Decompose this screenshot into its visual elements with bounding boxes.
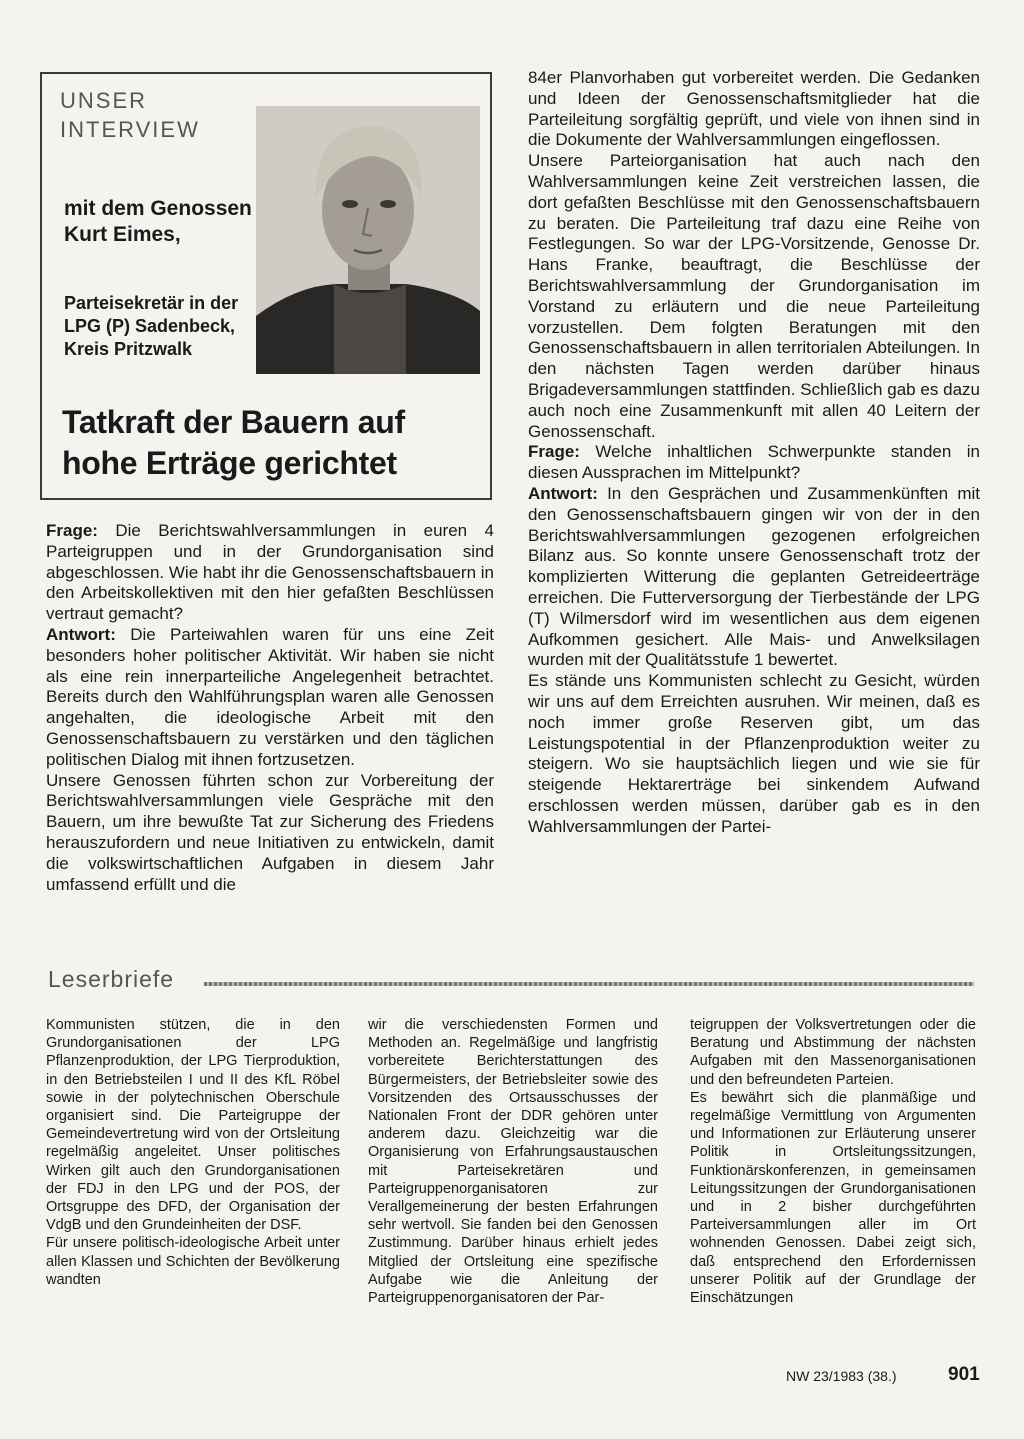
article-column-left <box>46 521 494 895</box>
paragraph <box>528 671 980 837</box>
interview-kicker: UNSER INTERVIEW <box>60 88 200 142</box>
interviewee-photo <box>256 106 480 374</box>
paragraph: Für unsere politisch-ideologische Arbeit unter allen Klassen und Schichten der Bevölkerung wandten <box>46 1235 340 1288</box>
interviewee-position: Parteisekretär in der LPG (P) Sadenbeck, Kreis Pritzwalk <box>64 293 239 359</box>
paragraph <box>46 771 494 896</box>
issue-reference: NW 23/1983 (38.) <box>786 1368 897 1384</box>
paragraph-text: Unsere Genossen führten schon zur Vorbereitung der Berichtswahlversammlungen viele Gespräche mit den Bauern, um ihre bewußte Tat zur Sicherung des Friedens herauszufordern und neue Initiativen zu entwickeln, damit die volkswirtschaftlichen Aufgaben in diesem Jahr umfassend erfüllt und die <box>46 770 494 894</box>
article-column-right <box>528 68 980 837</box>
page-number: 901 <box>948 1364 980 1385</box>
letters-column-2 <box>368 1016 658 1307</box>
paragraph <box>46 625 494 771</box>
paragraph: Es bewährt sich die planmäßige und regelmäßige Vermittlung von Argumenten und Informationen zur Erläuterung unserer Politik in Ortsleitungssitzungen, Funktionärskonferenzen, in gemeinsamen Leitungssitzungen der Grundorganisationen und in 2 bisher durchgeführten Parteiversammlungen aller im Ort wohnenden Genossen. Dabei zeigt sich, daß entsprechend den Erfordernissen unserer Politik auf der Grundlage der Einschätzungen <box>690 1089 976 1307</box>
paragraph-text: Unsere Parteiorganisation hat auch nach den Wahlversammlungen keine Zeit verstreichen lassen, die dort gefaßten Beschlüsse mit den Genossenschaftsbauern zu beraten. Die Parteileitung traf dazu eine Reihe von Festlegungen. So war der LPG-Vorsitzende, Genosse Dr. Hans Franke, beauftragt, die Beschlüsse der Berichtswahlversammlung der Grundorganisation im Vorstand zu erläutern und die neue Parteileitung vorzustellen. Dem folgten Beratungen mit den Genossenschaftsbauern in allen territorialen Abteilungen. In den nächsten Tagen werden darüber hinaus Brigadeversammlungen stattfinden. Schließlich gab es dazu auch noch eine Zusammenkunft mit allen 40 Leitern der Genossenschaft. <box>528 151 980 441</box>
letters-column-3 <box>690 1016 976 1307</box>
answer-label: Antwort: <box>528 483 598 503</box>
question-label: Frage: <box>46 521 98 540</box>
paragraph <box>46 521 494 625</box>
article-headline: Tatkraft der Bauern auf hohe Erträge gerichtet <box>62 404 405 481</box>
answer-label: Antwort: <box>46 624 116 644</box>
paragraph: Kommunisten stützen, die in den Grundorganisationen der LPG Pflanzenproduktion, der LPG Tierproduktion, in den Betriebsteilen I und II des KfL Röbel sowie in der polytechnischen Oberschule organisiert sind. Die Parteigruppe der Gemeindevertretung wird von der Ortsleitung regelmäßig angeleitet. Unser politisches Wirken gilt auch den Grundorganisationen der FDJ in den LPG und der POS, der Ortsgruppe des DFD, der Organisation der VdgB und den Grundeinheiten der DSF. <box>46 1017 340 1234</box>
paragraph: teigruppen der Volksvertretungen oder die Beratung und Abstimmung der nächsten Aufgaben mit den Massenorganisationen und den befreundeten Parteien. <box>690 1017 976 1088</box>
letters-column-1 <box>46 1016 340 1289</box>
paragraph: wir die verschiedensten Formen und Methoden an. Regelmäßige und langfristig vorbereitete Berichterstattungen des Bürgermeisters, der Betriebsleiter sowie des Vorsitzenden des Ortsausschusses der Nationalen Front der DDR gehören unter anderem dazu. Gleichzeitig war die Organisierung von Erfahrungsaustauschen mit Parteisekretären und Parteigruppenorganisatoren zur Verallgemeinerung der besten Erfahrungen sehr wertvoll. Sie fanden bei den Genossen Zustimmung. Darüber hinaus erhielt jedes Mitglied der Ortsleitung eine spezifische Aufgabe wie die Anleitung der Parteigruppenorganisatoren der Par- <box>368 1017 658 1307</box>
paragraph <box>528 68 980 151</box>
paragraph <box>528 442 980 484</box>
question-label: Frage: <box>528 442 580 462</box>
paragraph-text: Welche inhaltlichen Schwerpunkte standen in diesen Aussprachen im Mittelpunkt? <box>528 442 980 483</box>
paragraph-text: 84er Planvorhaben gut vorbereitet werden. Die Gedanken und Ideen der Genossenschaftsmitglieder hat die Parteileitung sorgfältig geprüft, und viele von ihnen sind in die Dokumente der Wahlversammlungen eingeflossen. <box>528 68 980 150</box>
paragraph-text: Die Berichtswahlversammlungen in euren 4 Parteigruppen und in der Grundorganisation sind abgeschlossen. Wie habt ihr die Genossenschaftsbauern in den Arbeitskollektiven mit den hier gefaßten Beschlüssen vertraut gemacht? <box>46 521 494 624</box>
paragraph <box>528 151 980 442</box>
paragraph-text: Die Parteiwahlen waren für uns eine Zeit besonders hoher politischer Aktivität. Wir haben sie nicht als eine rein innerparteiliche Angelegenheit betrachtet. Bereits durch den Wahlführungsplan waren alle Genossen angehalten, die ideologische Arbeit mit den Genossenschaftsbauern zu verstärken und den täglichen politischen Dialog mit ihnen fortzusetzen. <box>46 624 494 769</box>
paragraph-text: Es stände uns Kommunisten schlecht zu Gesicht, würden wir uns auf dem Erreichten ausruhen. Wir meinen, daß es noch immer große Reserven gibt, um das Leistungspotential in der Pflanzenproduktion weiter zu steigern. Wo sie hauptsächlich liegen und wie sie für steigende Hektarerträge bei sinkendem Aufwand erschlossen werden müssen, darüber gab es in den Wahlversammlungen der Partei- <box>528 671 980 836</box>
paragraph <box>528 484 980 671</box>
interviewee-name: mit dem Genossen Kurt Eimes, <box>64 197 252 246</box>
section-heading-leserbriefe: Leserbriefe <box>48 966 175 992</box>
paragraph-text: In den Gesprächen und Zusammenkünften mit den Genossenschaftsbauern gingen wir von der in den Berichtswahlversammlungen gezogenen erfolgreichen Bilanz aus. So konnte unsere Genossenschaft trotz der komplizierten Witterung die geplanten Getreideerträge erreichen. Die Futterversorgung der Tierbestände der LPG (T) Wilmersdorf wird im wesentlichen aus dem eigenen Aufkommen gesichert. Alle Mais- und Anwelksilagen wurden mit der Qualitätsstufe 1 bewertet. <box>528 483 980 670</box>
section-divider <box>204 982 974 986</box>
